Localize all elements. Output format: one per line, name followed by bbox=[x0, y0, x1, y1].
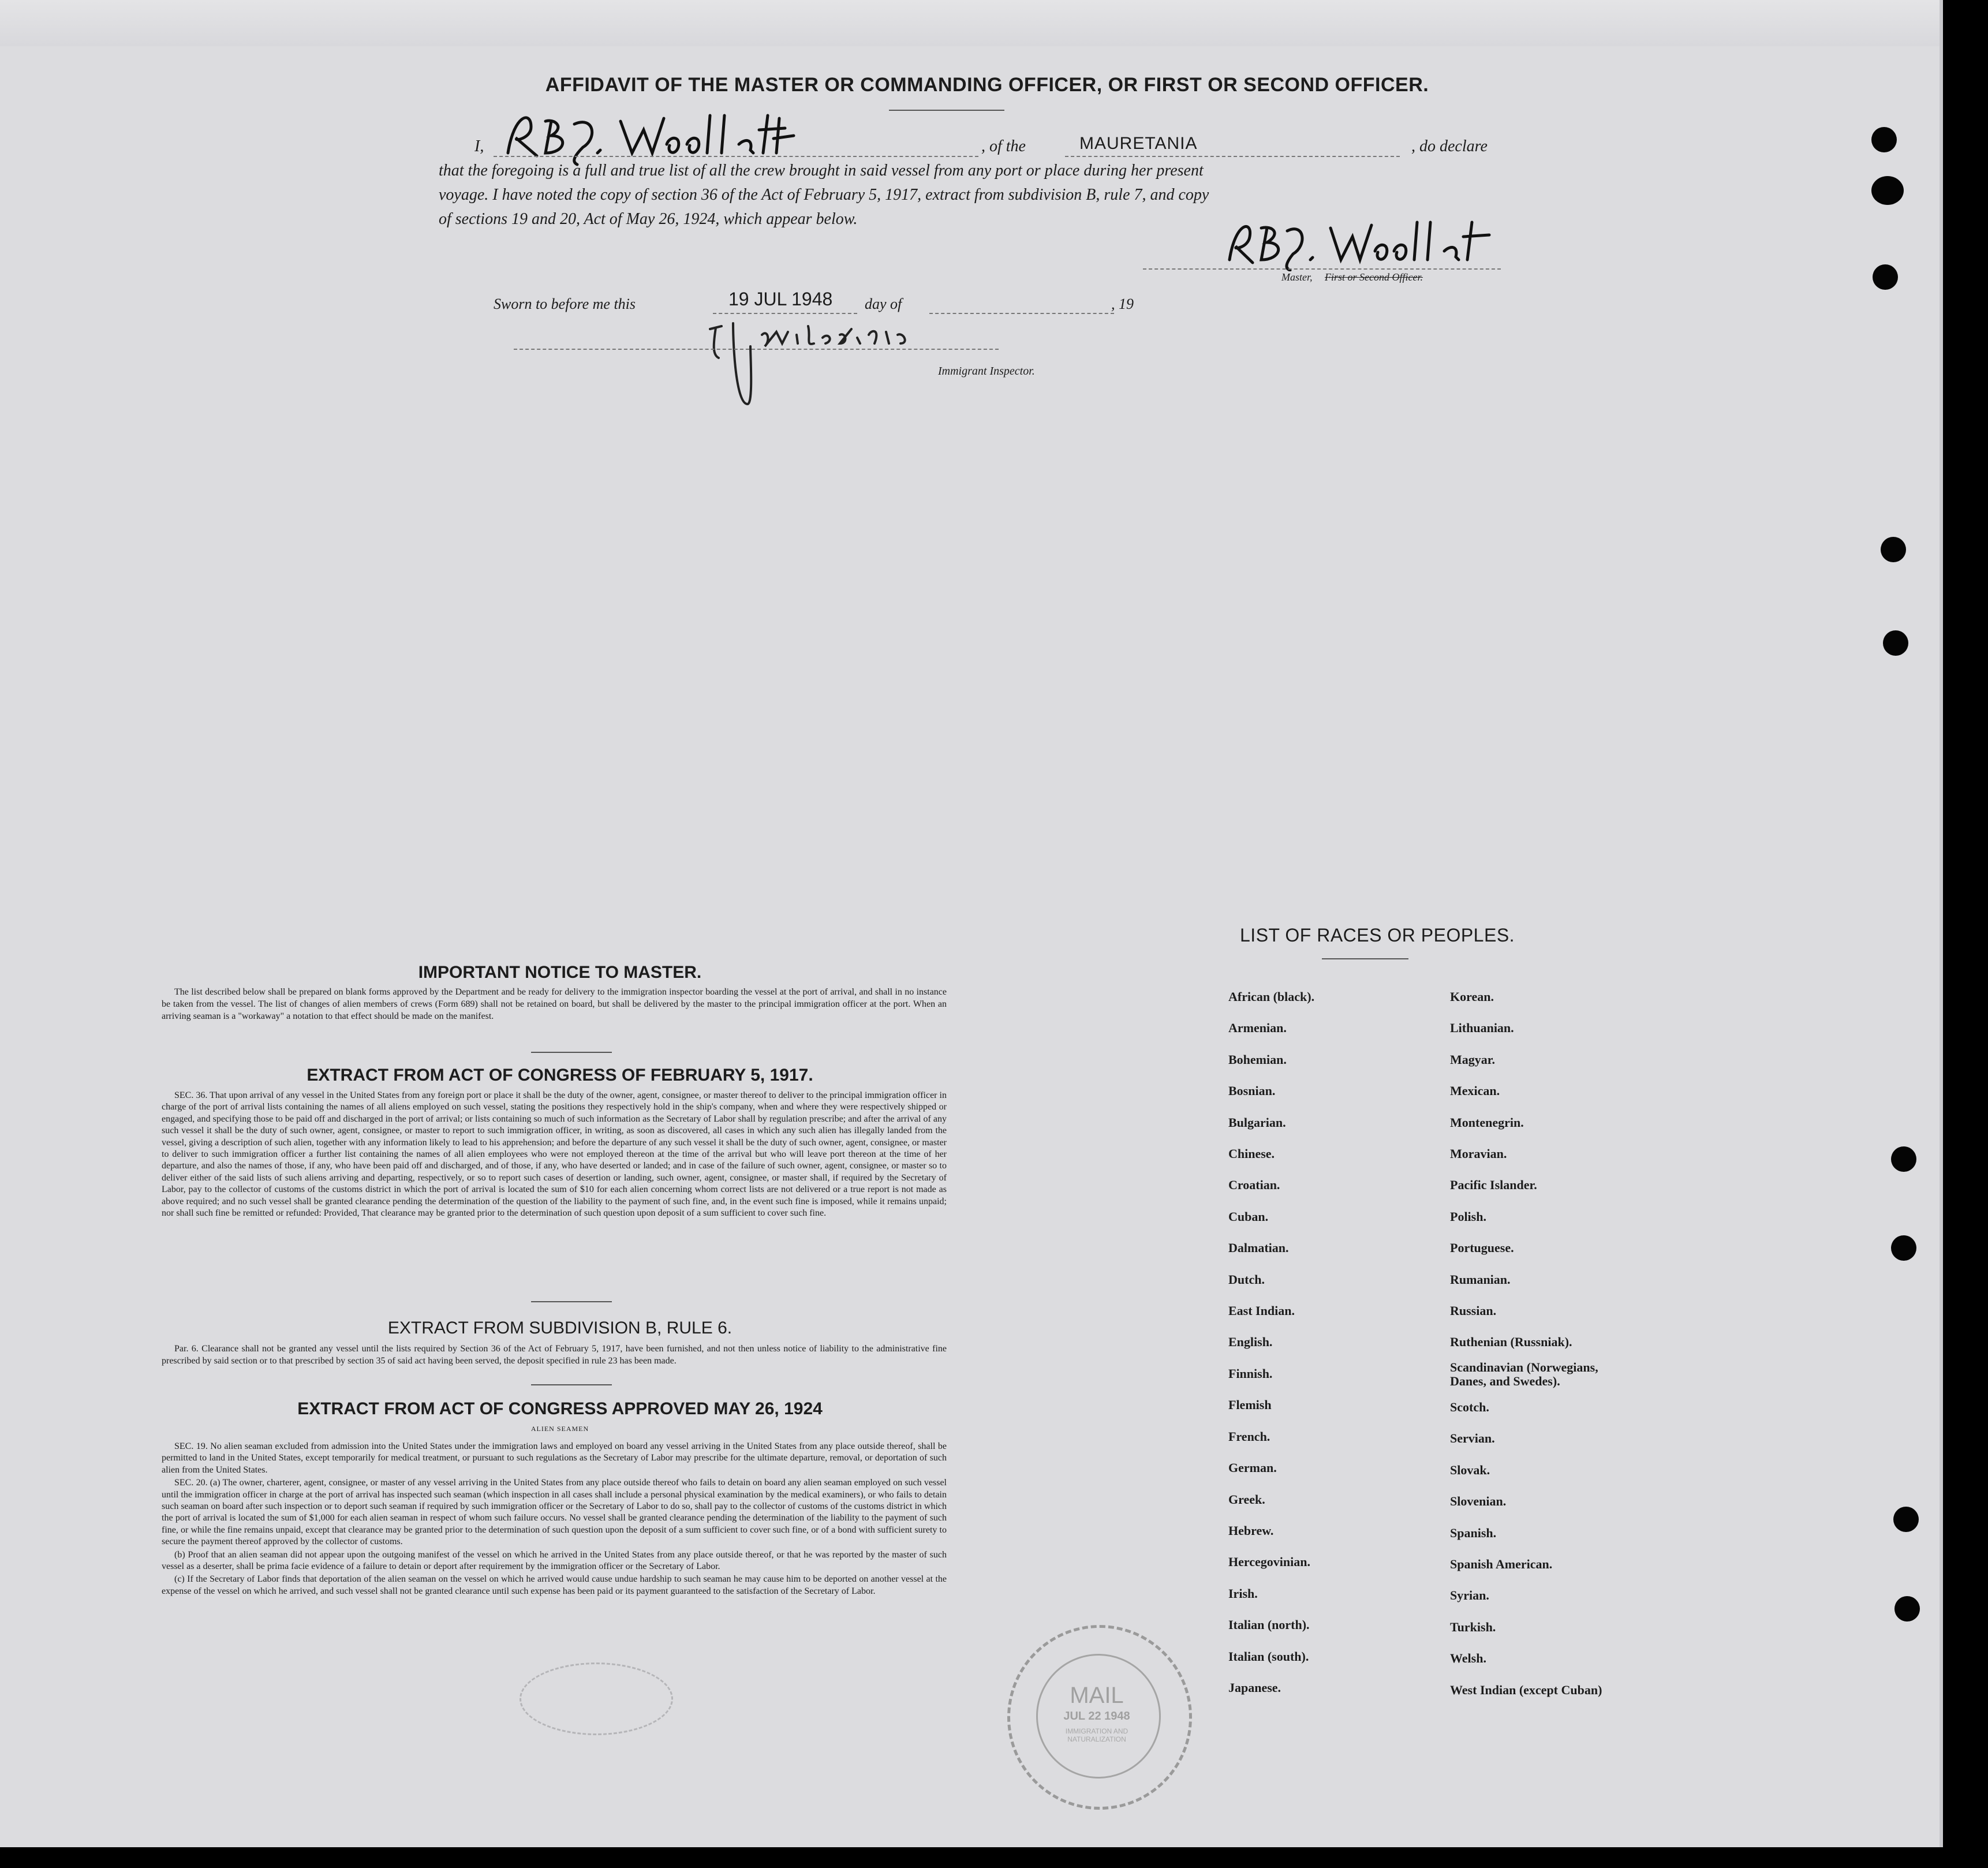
notice-text: The list described below shall be prepared on blank forms approved by the Department and be ready for delivery to the immigration inspector boarding the vessel at the port of arrival, and shall in no instance be taken from the vessel. The list of changes of alien members of crews (Form 689) shall not be retained on board, but shall be delivered by the master to the principal immigration officer at the port. When an arriving seaman is a "workaway" a notation to that effect should be made on the manifest. bbox=[162, 987, 947, 1021]
race-item: Dalmatian. bbox=[1228, 1241, 1289, 1256]
mail-stamp-agency: IMMIGRATION AND NATURALIZATION bbox=[1065, 1727, 1128, 1743]
punch-hole-icon bbox=[1871, 176, 1904, 205]
race-item: Syrian. bbox=[1450, 1588, 1489, 1603]
punch-hole-icon bbox=[1871, 127, 1897, 152]
year-prefix: , 19 bbox=[1111, 296, 1134, 312]
race-item: Italian (south). bbox=[1228, 1649, 1309, 1664]
race-item: Greek. bbox=[1228, 1492, 1265, 1507]
race-item: Spanish American. bbox=[1450, 1556, 1553, 1571]
sworn-date-stamp: 19 JUL 1948 bbox=[728, 289, 833, 309]
race-item: Servian. bbox=[1450, 1431, 1495, 1446]
race-item: Russian. bbox=[1450, 1303, 1497, 1318]
notice-body bbox=[162, 986, 947, 1023]
affidavit-i-prefix: I, bbox=[474, 137, 484, 155]
race-item: Croatian. bbox=[1228, 1178, 1280, 1193]
race-item: African (black). bbox=[1228, 989, 1315, 1004]
race-item: German. bbox=[1228, 1460, 1277, 1475]
master-signature bbox=[496, 104, 797, 167]
extract-1924-title: EXTRACT FROM ACT OF CONGRESS APPROVED MAY 26, 1924 bbox=[297, 1399, 823, 1418]
race-item: Irish. bbox=[1228, 1586, 1258, 1601]
race-item: Japanese. bbox=[1228, 1680, 1281, 1695]
punch-hole-icon bbox=[1883, 630, 1908, 656]
subdivision-b-body bbox=[162, 1343, 947, 1368]
master-signature-2 bbox=[1218, 214, 1495, 271]
master-label: Master, bbox=[1281, 271, 1313, 283]
vessel-name: MAURETANIA bbox=[1079, 134, 1198, 153]
race-item: Mexican. bbox=[1450, 1084, 1500, 1099]
race-item: Cuban. bbox=[1228, 1209, 1269, 1224]
sec-19-text: SEC. 19. No alien seaman excluded from admission into the United States under the immigration laws and employed on board any vessel arriving in the United States from any place outside thereof, shall be permitted to land in the United States, except temporarily for medical treatment, or pursuant to such regulations as the Secretary of Labor may prescribe for the ultimate departure, removal, or deportation of such alien from the United States. bbox=[162, 1441, 947, 1475]
race-item: Moravian. bbox=[1450, 1146, 1507, 1161]
race-item: Slovak. bbox=[1450, 1462, 1490, 1477]
extract-1917-text: SEC. 36. That upon arrival of any vessel in the United States from any foreign port or place it shall be the duty of the owner, agent, consignee, or master thereof to deliver to the principal immigration officer in charge of the port of arrival lists containing the names of all aliens employed on such vessel, stating the positions they respectively hold in the ship's company, when and where they were respectively shipped or engaged, and specifying those to be paid off and discharged in the port of arrival; or lists containing so much of such information as the Secretary of Labor shall by regulation prescribe; and after the arrival of any such vessel it shall be the duty of such owner, agent, consignee, or master to report to such immigration officer, in writing, as soon as discovered, all cases in which any such alien has illegally landed from the vessel, giving a description of such alien, together with any information likely to lead to his apprehension; and before the departure of any such vessel it shall be the duty of such owner, agent, consignee, or master to deliver to such immigration officer a further list containing the names of all alien employees who were not employed thereon at the time of the arrival but who will leave port thereon at the time of her departure, and also the names of those, if any, who have been paid off and discharged, and of those, if any, who have deserted or landed; and in case of the failure of such owner, agent, consignee, or master so to deliver either of the said lists of such aliens arriving and departing, respectively, or so to report such cases of desertion or landing, such owner, agent, consignee, or master shall, if required by the Secretary of Labor, pay to the collector of customs of the customs district in which the port of arrival is located the sum of $10 for each alien concerning whom correct lists are not delivered or a true report is not made as above required; and no such vessel shall be granted clearance pending the determination of the question of the liability to the payment of such fine, and, in the event such fine is imposed, while it remains unpaid; nor shall such fine be remitted or refunded: Provided, That clearance may be granted prior to the determination of such question upon deposit of a sum sufficient to cover such fine. bbox=[162, 1090, 947, 1219]
race-item: Magyar. bbox=[1450, 1052, 1496, 1067]
faint-oval-stamp bbox=[520, 1662, 673, 1735]
sec-20c-text: (c) If the Secretary of Labor finds that deportation of the alien seaman on the vessel on which he arrived would cause undue hardship to such seaman he may cause him to be deported on another vessel at the expense of the vessel on which he arrived, and such vessel shall not be granted clearance until such expense has been paid or its payment guaranteed to the satisfaction of the Secretary of Labor. bbox=[162, 1574, 947, 1596]
affidavit-declaration-line-1: that the foregoing is a full and true list of all the crew brought in said vessel from any port or place during her present bbox=[439, 162, 1204, 180]
race-item: Chinese. bbox=[1228, 1146, 1275, 1161]
sec-20a-text: SEC. 20. (a) The owner, charterer, agent, consignee, or master of any vessel arriving in the United States from any place outside thereof who fails to detain on board any alien seaman employed on such vessel until the immigration officer in charge at the port of arrival has inspected such seaman (which inspection in all cases shall include a personal physical examination by the medical examiners), or who fails to detain such seaman on board after such inspection or to deport such seaman if required by such immigration officer or the Secretary of Labor to do so, shall pay to the collector of customs of the customs district in which the port of arrival is located the sum of $1,000 for each alien seaman in respect of whom such failure occurs. No vessel shall be granted clearance pending the determination of the liability to the payment of such fine, or while the fine remains unpaid, except that clearance may be granted prior to the determination of such question upon the deposit of a sum sufficient to cover such fine, or of a bond with sufficient surety to secure the payment thereof approved by the collector of customs. bbox=[162, 1478, 947, 1547]
affidavit-declaration-line-2: voyage. I have noted the copy of section 36 of the Act of February 5, 1917, extract from subdivision B, rule 7, and copy bbox=[439, 186, 1209, 204]
race-item: Flemish bbox=[1228, 1398, 1272, 1413]
race-item: Pacific Islander. bbox=[1450, 1178, 1537, 1193]
race-item: East Indian. bbox=[1228, 1303, 1295, 1318]
race-item: Korean. bbox=[1450, 989, 1494, 1004]
race-item: Turkish. bbox=[1450, 1619, 1496, 1634]
race-item: Lithuanian. bbox=[1450, 1021, 1514, 1036]
race-item: Scandinavian (Norwegians, Danes, and Swedes). bbox=[1450, 1359, 1598, 1388]
races-left-column bbox=[1228, 981, 1314, 1703]
race-item: Polish. bbox=[1450, 1209, 1486, 1224]
race-item: Italian (north). bbox=[1228, 1617, 1310, 1632]
extract-1917-body bbox=[162, 1090, 947, 1220]
sec-20b-text: (b) Proof that an alien seaman did not appear upon the outgoing manifest of the vessel on which he arrived in the United States from any place outside thereof, or that he was reported by the master of such vessel as a deserter, shall be prima facie evidence of a failure to detain or deport after requirement by the immigration officer or the Secretary of Labor. bbox=[162, 1549, 947, 1572]
races-title: LIST OF RACES OR PEOPLES. bbox=[1240, 925, 1515, 946]
inspector-signature bbox=[698, 312, 929, 410]
race-item: Bulgarian. bbox=[1228, 1115, 1286, 1130]
punch-hole-icon bbox=[1873, 264, 1898, 290]
race-item: French. bbox=[1228, 1429, 1270, 1444]
race-item: Bosnian. bbox=[1228, 1084, 1276, 1099]
races-right-column bbox=[1450, 981, 1635, 1706]
struck-officer-label: First or Second Officer. bbox=[1325, 271, 1423, 283]
inspector-label: Immigrant Inspector. bbox=[938, 365, 1035, 378]
race-item: Spanish. bbox=[1450, 1525, 1497, 1540]
mail-stamp-date: JUL 22 1948 bbox=[1063, 1710, 1130, 1723]
race-item: Welsh. bbox=[1450, 1651, 1486, 1666]
race-item: Finnish. bbox=[1228, 1366, 1273, 1381]
race-item: Hebrew. bbox=[1228, 1523, 1274, 1538]
race-item: Hercegovinian. bbox=[1228, 1555, 1310, 1570]
affidavit-of-the: , of the bbox=[981, 137, 1026, 155]
race-item: Slovenian. bbox=[1450, 1494, 1507, 1509]
race-item: English. bbox=[1228, 1335, 1273, 1350]
sworn-prefix: Sworn to before me this bbox=[494, 296, 636, 312]
extract-1917-title: EXTRACT FROM ACT OF CONGRESS OF FEBRUARY 5, 1917. bbox=[307, 1066, 813, 1085]
race-item: Rumanian. bbox=[1450, 1272, 1511, 1287]
subdivision-b-text: Par. 6. Clearance shall not be granted any vessel until the lists required by Section 36 of the Act of February 5, 1917, have been furnished, and not then unless notice of liability to the administrative fine prescribed by said section or to that prescribed by section 35 of said act having been served, the deposit specified in rule 23 has been made. bbox=[162, 1344, 947, 1366]
race-item: West Indian (except Cuban) bbox=[1450, 1682, 1602, 1697]
race-item: Portuguese. bbox=[1450, 1241, 1514, 1256]
subdivision-b-title: EXTRACT FROM SUBDIVISION B, RULE 6. bbox=[387, 1318, 733, 1338]
race-item: Montenegrin. bbox=[1450, 1115, 1524, 1130]
punch-hole-icon bbox=[1894, 1596, 1920, 1622]
punch-hole-icon bbox=[1891, 1146, 1916, 1172]
punch-hole-icon bbox=[1891, 1235, 1916, 1261]
affidavit-title: AFFIDAVIT OF THE MASTER OR COMMANDING OFFICER, OR FIRST OR SECOND OFFICER. bbox=[545, 74, 1429, 96]
mail-stamp-word: MAIL bbox=[1070, 1683, 1124, 1708]
day-of-label: day of bbox=[865, 296, 902, 312]
notice-title: IMPORTANT NOTICE TO MASTER. bbox=[418, 963, 702, 982]
affidavit-declaration-line-3: of sections 19 and 20, Act of May 26, 1924, which appear below. bbox=[439, 210, 858, 228]
affidavit-do-declare: , do declare bbox=[1411, 137, 1488, 155]
race-item: Scotch. bbox=[1450, 1399, 1489, 1414]
race-item: Ruthenian (Russniak). bbox=[1450, 1335, 1572, 1350]
punch-hole-icon bbox=[1881, 537, 1906, 562]
race-item: Bohemian. bbox=[1228, 1052, 1287, 1067]
race-item: Armenian. bbox=[1228, 1021, 1287, 1036]
extract-1924-subtitle: ALIEN SEAMEN bbox=[530, 1425, 589, 1433]
race-item: Dutch. bbox=[1228, 1272, 1265, 1287]
punch-hole-icon bbox=[1893, 1507, 1919, 1532]
extract-1924-body bbox=[162, 1441, 947, 1598]
